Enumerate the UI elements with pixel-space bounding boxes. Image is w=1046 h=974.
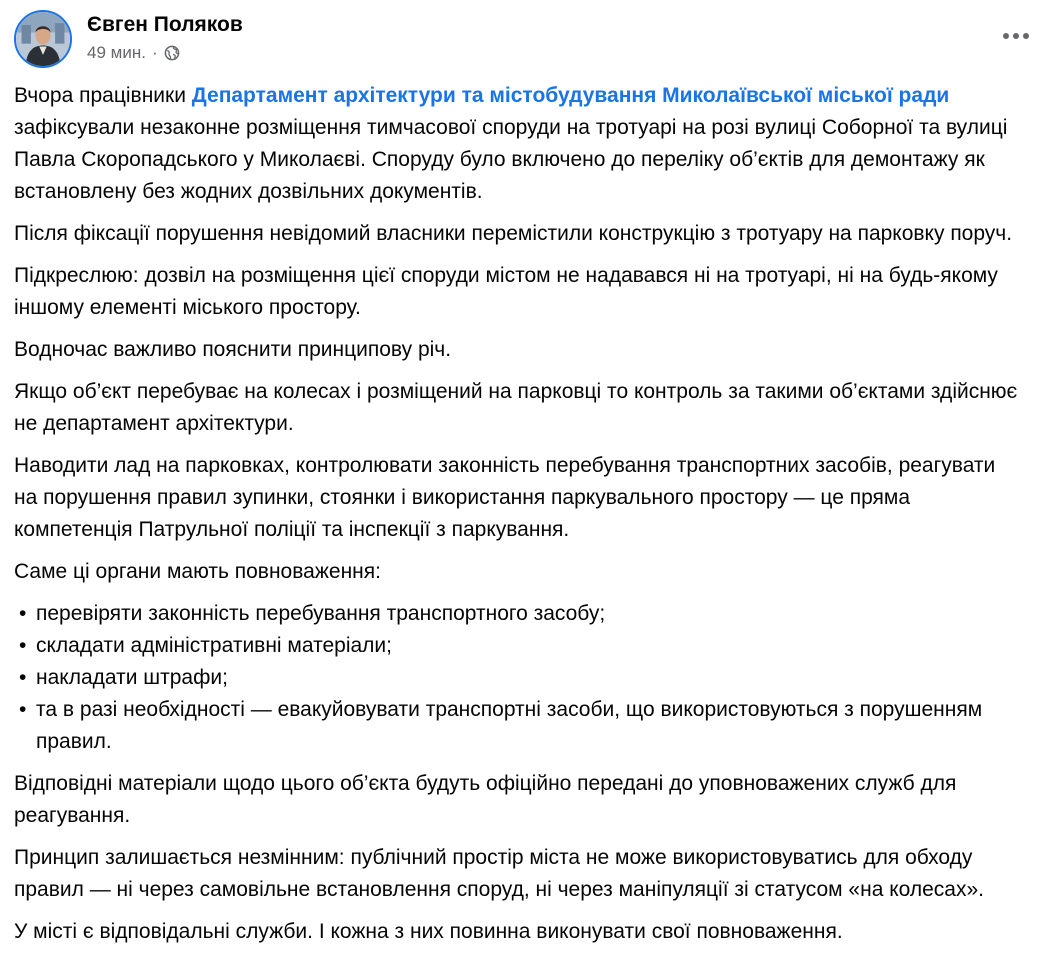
author-name[interactable]: Євген Поляков [87,13,243,36]
list-item: • накладати штрафи; [14,662,1024,694]
post-header [14,10,1046,66]
paragraph-8: Відповідні матеріали щодо цього об’єкта будуть офіційно передані до уповноважених служб для реагування. [14,772,957,827]
list-item: • та в разі необхідності — евакуйовувати транспортні засоби, що використовуються з порушенням правил. [14,694,1024,758]
meta-separator: · [151,43,158,62]
department-page-link[interactable]: Департамент архітектури та містобудування Миколаївської міської ради [191,84,950,107]
paragraph-5: Якщо об’єкт перебуває на колесах і розміщений на парковці то контроль за такими об’єктами здійснює не департамент архітектури. [14,380,1018,435]
paragraph-9: Принцип залишається незмінним: публічний простір міста не може використовуватись для обходу правил — ні через самовільне встановлення споруд, ні через маніпуляції зі статусом «на колесах». [14,846,984,901]
globe-icon[interactable] [164,45,180,61]
post-text [14,80,1024,958]
powers-list [14,598,1024,758]
paragraph-10: У місті є відповідальні служби. І кожна з них повинна виконувати свої повноваження. [14,920,843,943]
paragraph-6: Наводити лад на парковках, контролювати законність перебування транспортних засобів, реагувати на порушення правил зупинки, стоянки і використання паркувального простору — це пряма компетенція Патрульної поліції та інспекції з паркування. [14,454,996,541]
post-meta [87,43,180,63]
avatar[interactable] [14,10,72,68]
list-item: • перевіряти законність перебування транспортного засобу; [14,598,1024,630]
paragraph-3: Підкреслюю: дозвіл на розміщення цієї споруди містом не надавався ні на тротуарі, ні на будь-якому іншому елементі міського простору. [14,264,998,319]
list-item: • складати адміністративні матеріали; [14,630,1024,662]
post-timestamp[interactable]: 49 мин. [87,43,146,62]
paragraph-4: Водночас важливо пояснити принципову річ. [14,338,452,361]
paragraph-2: Після фіксації порушення невідомий власники перемістили конструкцію з тротуару на парковку поруч. [14,222,1013,245]
avatar-photo-icon [16,12,70,66]
more-horizontal-icon [1002,32,1030,40]
paragraph-1-start: Вчора працівники [14,84,192,107]
paragraph-1-end: зафіксували незаконне розміщення тимчасової споруди на тротуарі на розі вулиці Соборної та вулиці Павла Скоропадського у Миколаєві. Споруду було включено до переліку об’єктів для демонтажу як встановлену без жодних дозвільних документів. [14,116,1008,203]
more-options-button[interactable] [996,16,1036,56]
paragraph-1 [14,80,1024,208]
paragraph-7 [14,556,1024,588]
powers-intro: Саме ці органи мають повноваження: [14,560,381,583]
